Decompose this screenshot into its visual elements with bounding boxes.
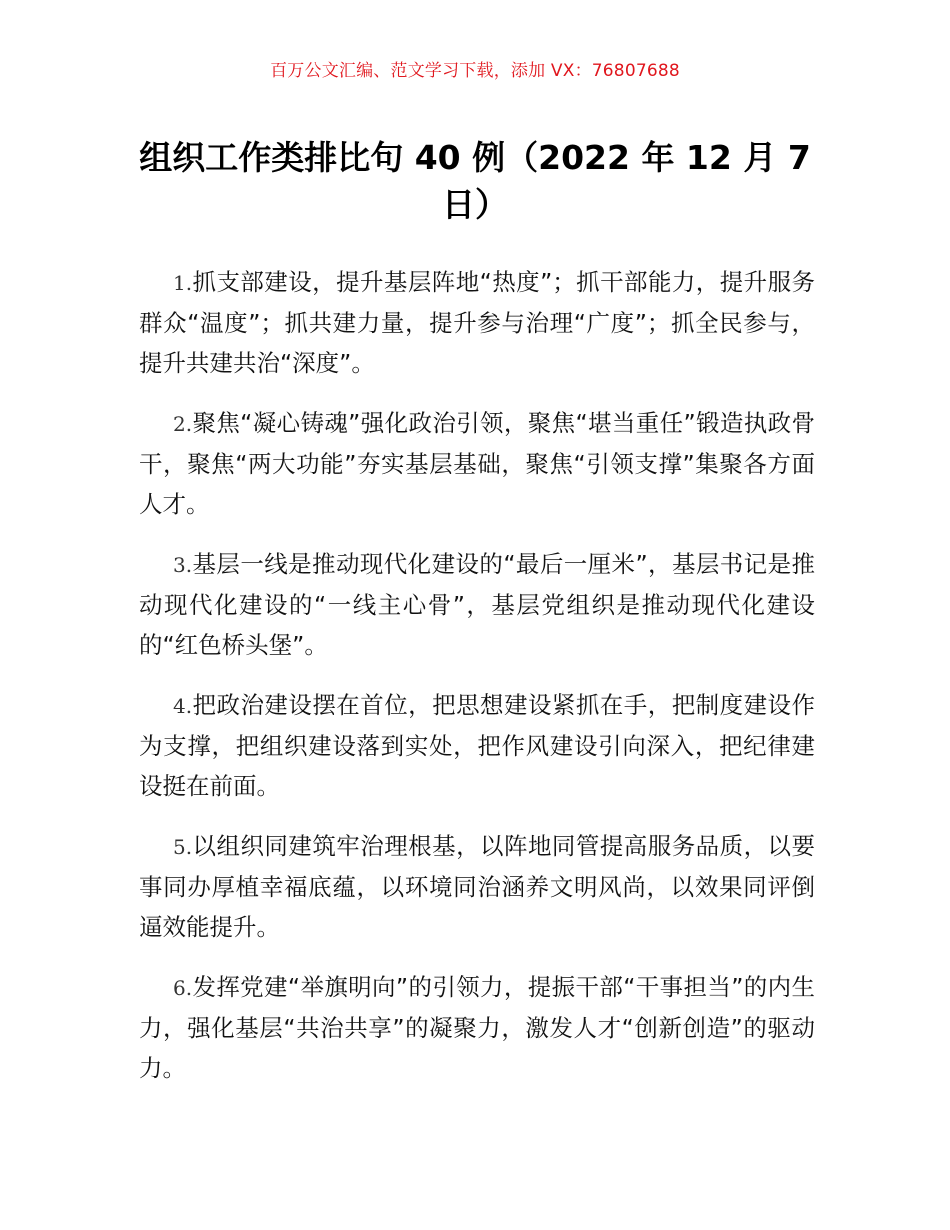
paragraph-number: 3. — [173, 553, 193, 577]
document-title: 组织工作类排比句 40 例（2022 年 12 月 7 日） — [139, 138, 811, 225]
paragraph-3 — [139, 544, 815, 665]
paragraph-text: 抓支部建设，提升基层阵地“热度”；抓干部能力，提升服务群众“温度”；抓共建力量，提升参与治理“广度”；抓全民参与，提升共建共治“深度”。 — [139, 268, 815, 377]
header-watermark-note: 百万公文汇编、范文学习下载，添加 VX：76807688 — [270, 61, 680, 81]
document-body — [139, 262, 815, 1108]
paragraph-number: 4. — [173, 694, 193, 718]
paragraph-4 — [139, 685, 815, 806]
paragraph-6 — [139, 967, 815, 1088]
paragraph-text: 聚焦“凝心铸魂”强化政治引领，聚焦“堪当重任”锻造执政骨干，聚焦“两大功能”夯实基层基础，聚焦“引领支撑”集聚各方面人才。 — [139, 409, 815, 518]
paragraph-number: 6. — [173, 976, 193, 1000]
paragraph-text: 基层一线是推动现代化建设的“最后一厘米”，基层书记是推动现代化建设的“一线主心骨”，基层党组织是推动现代化建设的“红色桥头堡”。 — [139, 550, 815, 659]
paragraph-text: 以组织同建筑牢治理根基，以阵地同管提高服务品质，以要事同办厚植幸福底蕴，以环境同治涵养文明风尚，以效果同评倒逼效能提升。 — [139, 832, 815, 941]
paragraph-number: 2. — [173, 412, 193, 436]
paragraph-text: 把政治建设摆在首位，把思想建设紧抓在手，把制度建设作为支撑，把组织建设落到实处，把作风建设引向深入，把纪律建设挺在前面。 — [139, 691, 815, 800]
paragraph-2 — [139, 403, 815, 524]
paragraph-5 — [139, 826, 815, 947]
paragraph-number: 5. — [173, 835, 193, 859]
paragraph-text: 发挥党建“举旗明向”的引领力，提振干部“干事担当”的内生力，强化基层“共治共享”的凝聚力，激发人才“创新创造”的驱动力。 — [139, 973, 815, 1082]
paragraph-number: 1. — [173, 271, 193, 295]
paragraph-1 — [139, 262, 815, 383]
